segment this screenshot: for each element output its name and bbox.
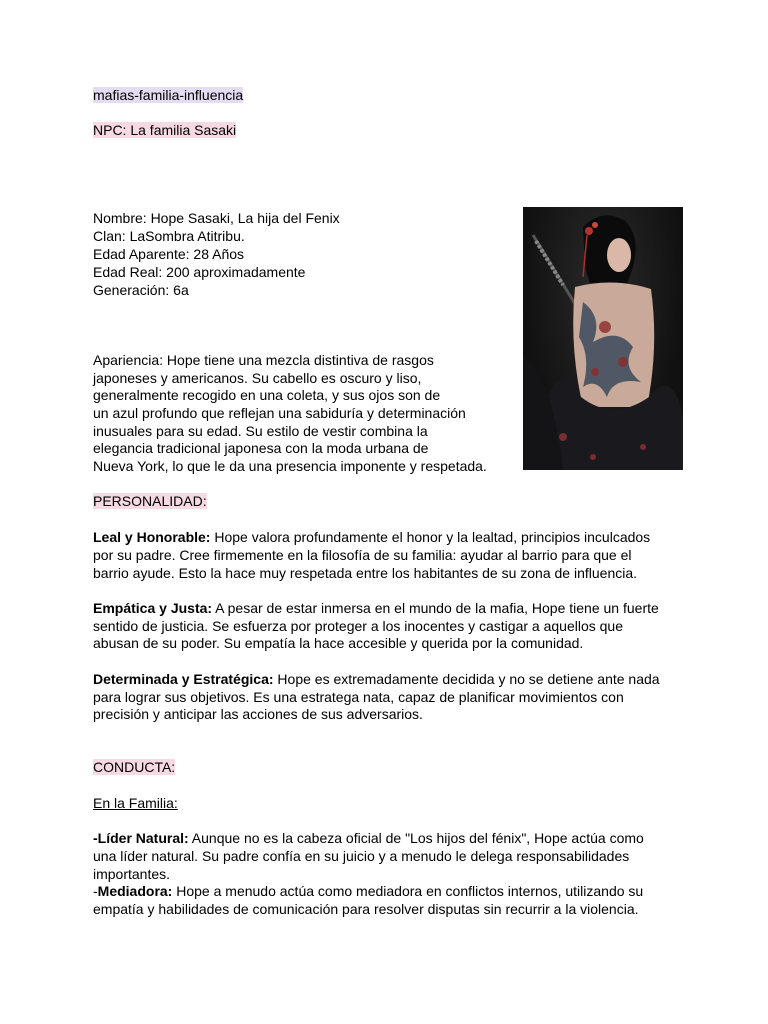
- apariencia-line-7: Nueva York, lo que le da una presencia imponente y respetada.: [93, 458, 487, 474]
- profile-clan: Clan: LaSombra Atitribu.: [93, 228, 245, 244]
- conducta-mediadora-text: Hope a menudo actúa como mediadora en conflictos internos, utilizando su: [172, 883, 644, 899]
- trait-leal-line-1: [93, 529, 650, 547]
- trait-empatica-line-2: sentido de justicia. Se esfuerza por proteger a los inocentes y castigar a aquellos que: [93, 618, 623, 634]
- trait-determinada-line-3: precisión y anticipar las acciones de sus adversarios.: [93, 706, 423, 722]
- personalidad-heading-line: [93, 493, 207, 511]
- trait-leal-line-2: por su padre. Cree firmemente en la filosofía de su familia: ayudar al barrio para que el: [93, 547, 632, 563]
- npc-title: NPC: La familia Sasaki: [93, 122, 237, 138]
- trait-determinada-line-2: para lograr sus objetivos. Es una estratega nata, capaz de planificar movimientos con: [93, 689, 624, 705]
- trait-empatica-line-3: abusan de su poder. Su empatía la hace accesible y querida por la comunidad.: [93, 635, 584, 651]
- trait-empatica-text: A pesar de estar inmersa en el mundo de la mafia, Hope tiene un fuerte: [212, 600, 659, 616]
- conducta-lider-line-1: [93, 830, 644, 848]
- trait-determinada-title: Determinada y Estratégica:: [93, 671, 274, 687]
- conducta-lider-title: -Líder Natural:: [93, 830, 189, 846]
- tag-line: [93, 87, 243, 105]
- trait-leal-title: Leal y Honorable:: [93, 529, 211, 545]
- apariencia-line-3: generalmente recogido en una coleta, y sus ojos son de: [93, 387, 441, 403]
- profile-generacion: Generación: 6a: [93, 282, 189, 298]
- trait-leal-text: Hope valora profundamente el honor y la lealtad, principios inculcados: [210, 529, 651, 545]
- conducta-mediadora-prefix: -: [93, 883, 98, 899]
- apariencia-line-4: un azul profundo que reflejan una sabiduría y determinación: [93, 405, 466, 421]
- npc-title-line: [93, 122, 236, 140]
- conducta-heading-line: [93, 759, 175, 777]
- conducta-mediadora-title: Mediadora:: [97, 883, 173, 899]
- conducta-subheading: En la Familia:: [93, 795, 178, 811]
- character-portrait: [523, 207, 683, 470]
- profile-edad-real: Edad Real: 200 aproximadamente: [93, 264, 306, 280]
- conducta-heading: CONDUCTA:: [93, 759, 176, 775]
- personalidad-heading: PERSONALIDAD:: [93, 493, 207, 509]
- trait-empatica-line-1: [93, 600, 659, 618]
- conducta-mediadora-line-2: empatía y habilidades de comunicación para resolver disputas sin recurrir a la violencia.: [93, 901, 639, 917]
- apariencia-line-2: japoneses y americanos. Su cabello es oscuro y liso,: [93, 370, 422, 386]
- conducta-lider-line-3: importantes.: [93, 866, 171, 882]
- trait-leal-line-3: barrio ayude. Esto la hace muy respetada entre los habitantes de su zona de influencia.: [93, 565, 638, 581]
- trait-determinada-text: Hope es extremadamente decidida y no se detiene ante nada: [273, 671, 660, 687]
- conducta-lider-text: Aunque no es la cabeza oficial de "Los hijos del fénix", Hope actúa como: [188, 830, 644, 846]
- conducta-lider-line-2: una líder natural. Su padre confía en su juicio y a menudo le delega responsabilidades: [93, 848, 630, 864]
- tag-text: mafias-familia-influencia: [93, 87, 244, 103]
- trait-determinada-line-1: [93, 671, 660, 689]
- apariencia-line-6: elegancia tradicional japonesa con la moda urbana de: [93, 440, 429, 456]
- apariencia-line-1: Apariencia: Hope tiene una mezcla distintiva de rasgos: [93, 352, 434, 368]
- conducta-mediadora-line-1: [93, 883, 643, 901]
- apariencia-line-5: inusuales para su edad. Su estilo de vestir combina la: [93, 423, 428, 439]
- profile-nombre: Nombre: Hope Sasaki, La hija del Fenix: [93, 210, 340, 226]
- profile-edad-aparente: Edad Aparente: 28 Años: [93, 246, 245, 262]
- trait-empatica-title: Empática y Justa:: [93, 600, 213, 616]
